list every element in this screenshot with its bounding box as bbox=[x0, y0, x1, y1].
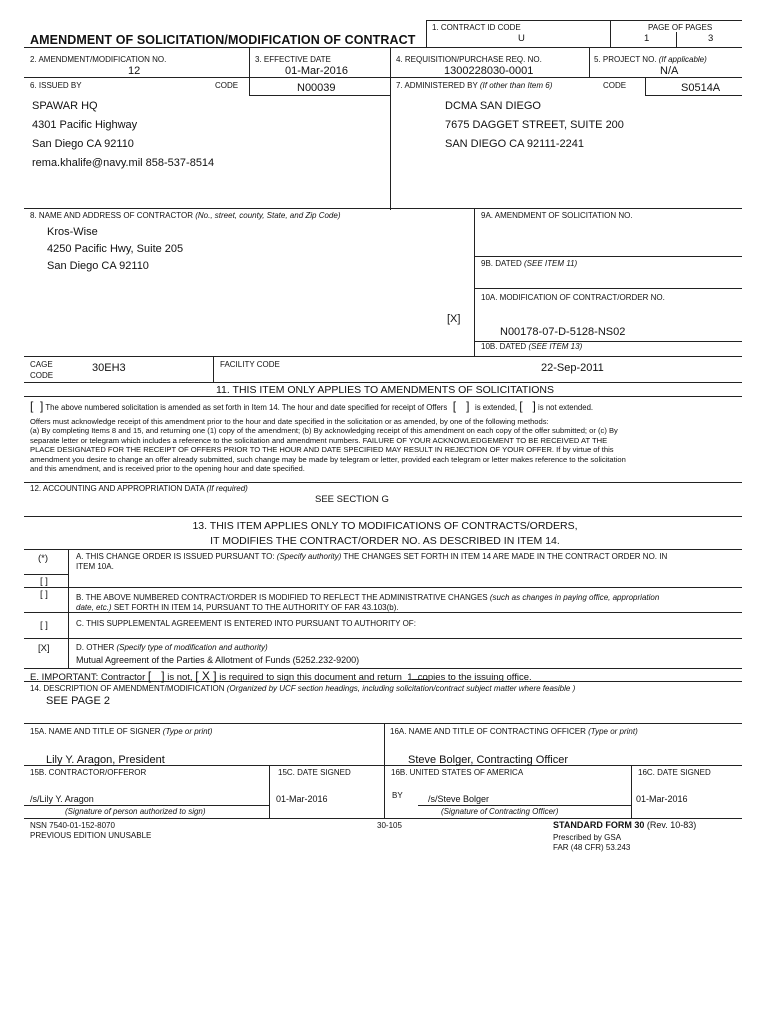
item13-row-a bbox=[76, 552, 667, 561]
administered-by-label-text: 7. ADMINISTERED BY bbox=[396, 81, 478, 90]
item11-body bbox=[30, 417, 742, 473]
date-signed-15c-value: 01-Mar-2016 bbox=[276, 794, 328, 804]
item13-row-a-text-b: THE CHANGES SET FORTH IN ITEM 14 ARE MADE IN THE CONTRACT ORDER NO. IN bbox=[343, 552, 668, 561]
contractor-signature-note-text: (Signature of person authorized to sign) bbox=[65, 807, 206, 816]
requisition-value: 1300228030-0001 bbox=[444, 65, 534, 77]
project-no-label-note: (If applicable) bbox=[658, 55, 707, 64]
contractor-label-text: 8. NAME AND ADDRESS OF CONTRACTOR bbox=[30, 211, 193, 220]
description-label-text: 14. DESCRIPTION OF AMENDMENT/MODIFICATION bbox=[30, 684, 225, 693]
footer-far: FAR (48 CFR) 53.243 bbox=[553, 843, 631, 852]
contractor-line-3: San Diego CA 92110 bbox=[47, 260, 149, 272]
item11-body-line: and this amendment, and is received prior to the opening hour and date specified. bbox=[30, 464, 305, 474]
officer-signature-note bbox=[441, 807, 558, 816]
item13-row-a-cont: ITEM 10A. bbox=[76, 562, 114, 571]
contractor-line-2: 4250 Pacific Hwy, Suite 205 bbox=[47, 243, 184, 255]
accounting-label-text: 12. ACCOUNTING AND APPROPRIATION DATA bbox=[30, 484, 205, 493]
contractor-label bbox=[30, 211, 341, 220]
item13-row-a-text: A. THIS CHANGE ORDER IS ISSUED PURSUANT TO: bbox=[76, 552, 275, 561]
item11-heading: 11. THIS ITEM ONLY APPLIES TO AMENDMENTS OF SOLICITATIONS bbox=[215, 384, 555, 396]
item11-check-open: [ ] bbox=[30, 399, 44, 413]
date-signed-16c-label: 16C. DATE SIGNED bbox=[638, 768, 711, 777]
item-e-line bbox=[30, 669, 532, 683]
item13-row-b bbox=[76, 593, 659, 602]
dated-10b-label bbox=[481, 342, 582, 351]
item11-offers-check: [ ] bbox=[449, 399, 473, 413]
cage-value: 30EH3 bbox=[92, 362, 126, 374]
item-e-prefix: E. IMPORTANT: Contractor bbox=[30, 672, 146, 683]
issued-by-code: N00039 bbox=[297, 82, 336, 94]
page-total: 3 bbox=[708, 33, 714, 44]
description-label bbox=[30, 684, 575, 693]
item-e-copies: 1 bbox=[407, 672, 413, 683]
signer-label-note: (Type or print) bbox=[162, 727, 213, 736]
signer-label bbox=[30, 727, 212, 736]
dated-10b-value: 22-Sep-2011 bbox=[541, 362, 604, 374]
effective-date-label: 3. EFFECTIVE DATE bbox=[255, 55, 331, 64]
modification-check: [X] bbox=[447, 313, 461, 325]
issued-by-line-4: rema.khalife@navy.mil 858-537-8514 bbox=[32, 157, 215, 169]
item11-extended: is extended, bbox=[474, 403, 518, 412]
facility-code-label: FACILITY CODE bbox=[220, 360, 280, 369]
issued-by-line-2: 4301 Pacific Highway bbox=[32, 119, 138, 131]
usa-label: 16B. UNITED STATES OF AMERICA bbox=[391, 768, 524, 777]
effective-date-value: 01-Mar-2016 bbox=[285, 65, 348, 77]
contracting-officer-label bbox=[390, 727, 638, 736]
item13-row-d-note: (Specify type of modification and authority) bbox=[116, 643, 268, 652]
contracting-officer-name: Steve Bolger, Contracting Officer bbox=[408, 754, 568, 766]
officer-signature-note-text: (Signature of Contracting Officer) bbox=[441, 807, 559, 816]
date-signed-15c-label: 15C. DATE SIGNED bbox=[278, 768, 351, 777]
project-no-label bbox=[594, 55, 707, 64]
by-label: BY bbox=[392, 791, 403, 800]
date-signed-16c-value: 01-Mar-2016 bbox=[636, 794, 688, 804]
modification-contract-value: N00178-07-D-5128-NS02 bbox=[500, 326, 626, 338]
item13-row-c: C. THIS SUPPLEMENTAL AGREEMENT IS ENTERED INTO PURSUANT TO AUTHORITY OF: bbox=[76, 619, 416, 628]
footer-gsa: Prescribed by GSA bbox=[553, 833, 622, 842]
pages-label: PAGE OF PAGES bbox=[648, 23, 713, 32]
dated-10b-label-text: 10B. DATED bbox=[481, 342, 527, 351]
item-e-is-not: is not, bbox=[167, 672, 193, 683]
item11-not-extended: is not extended. bbox=[538, 403, 594, 412]
amendment-no-value: 12 bbox=[128, 65, 141, 77]
dated-9b-label-note: (SEE ITEM 11) bbox=[523, 259, 578, 268]
dated-9b-label bbox=[481, 259, 577, 268]
item-e-check-value: X bbox=[201, 669, 210, 683]
cage-label-line2: CODE bbox=[30, 371, 54, 380]
item13-mark-c: [ ] bbox=[40, 620, 48, 631]
contracting-officer-label-text: 16A. NAME AND TITLE OF CONTRACTING OFFICER bbox=[390, 727, 586, 736]
dated-9b-label-text: 9B. DATED bbox=[481, 259, 522, 268]
item11-body-line: PLACE DESIGNATED FOR THE RECEIPT OF OFFERS PRIOR TO THE HOUR AND DATE SPECIFIED MAY RESULT IN REJECTION OF YOUR OFFER. If by virtue of this bbox=[30, 445, 614, 455]
item13-row-b-text-b: SET FORTH IN ITEM 14, PURSUANT TO THE AUTHORITY OF FAR 43.103(b). bbox=[113, 603, 399, 612]
administered-by-line-1: DCMA SAN DIEGO bbox=[445, 100, 541, 112]
accounting-label bbox=[30, 484, 248, 493]
footer-nsn: NSN 7540-01-152-8070 bbox=[30, 821, 115, 830]
accounting-value: SEE SECTION G bbox=[315, 494, 389, 505]
cage-label-line1: CAGE bbox=[30, 360, 53, 369]
footer-num: 30-105 bbox=[377, 821, 402, 830]
item13-mark-a: (*) bbox=[38, 553, 49, 564]
amendment-no-label: 2. AMENDMENT/MODIFICATION NO. bbox=[30, 55, 167, 64]
officer-signature: /s/Steve Bolger bbox=[428, 794, 490, 804]
form-title: AMENDMENT OF SOLICITATION/MODIFICATION OF CONTRACT bbox=[30, 33, 416, 47]
item13-heading-2: IT MODIFIES THE CONTRACT/ORDER NO. AS DESCRIBED IN ITEM 14. bbox=[210, 535, 560, 547]
item13-row-b-text: B. THE ABOVE NUMBERED CONTRACT/ORDER IS MODIFIED TO REFLECT THE ADMINISTRATIVE CHANGES bbox=[76, 593, 488, 602]
description-label-note: (Organized by UCF section headings, including solicitation/contract subject matter where feasible ) bbox=[226, 684, 576, 693]
item-e-check-2: [ X ] bbox=[195, 669, 217, 683]
administered-by-line-2: 7675 DAGGET STREET, SUITE 200 bbox=[445, 119, 624, 131]
accounting-label-note: (If required) bbox=[206, 484, 248, 493]
issued-by-line-3: San Diego CA 92110 bbox=[32, 138, 134, 150]
issued-by-line-1: SPAWAR HQ bbox=[32, 100, 98, 112]
item13-row-d-text: D. OTHER bbox=[76, 643, 115, 652]
item11-body-line: (a) By completing Items 8 and 15, and returning one (1) copy of the amendment; (b) By acknowledging receipt of this amendment on each copy of the offer submitted; or (c) By bbox=[30, 426, 618, 436]
contractor-offeror-label: 15B. CONTRACTOR/OFFEROR bbox=[30, 768, 147, 777]
project-no-label-text: 5. PROJECT NO. bbox=[594, 55, 657, 64]
item13-heading-1: 13. THIS ITEM APPLIES ONLY TO MODIFICATIONS OF CONTRACTS/ORDERS, bbox=[192, 520, 578, 532]
item-e-mid: is required to sign this document and return bbox=[219, 672, 402, 683]
description-value: SEE PAGE 2 bbox=[46, 695, 110, 707]
item13-mark-b: [ ] bbox=[40, 589, 48, 600]
administered-by-label bbox=[396, 81, 552, 90]
item13-row-b-cont bbox=[76, 603, 399, 612]
item-e-suffix: copies to the issuing office. bbox=[417, 672, 532, 683]
signer-name: Lily Y. Aragon, President bbox=[46, 754, 165, 766]
modification-contract-label: 10A. MODIFICATION OF CONTRACT/ORDER NO. bbox=[481, 293, 665, 302]
contractor-line-1: Kros-Wise bbox=[47, 226, 98, 238]
contractor-label-note: (No., street, county, State, and Zip Code) bbox=[195, 211, 341, 220]
issued-by-code-label: CODE bbox=[215, 81, 239, 90]
footer-sf-rev: (Rev. 10-83) bbox=[646, 820, 697, 830]
item11-body-line: Offers must acknowledge receipt of this amendment prior to the hour and date specified in the solicitation or as amended, by one of the following methods: bbox=[30, 417, 549, 426]
item11-body-line: amendment you desire to change an offer already submitted, such change may be made by telegram or letter, provided each telegram or letter makes reference to the solicitation bbox=[30, 454, 626, 464]
item13-mark-d: [X] bbox=[38, 643, 50, 654]
administered-by-label-note: (If other than Item 6) bbox=[479, 81, 553, 90]
amendment-solicitation-label: 9A. AMENDMENT OF SOLICITATION NO. bbox=[481, 211, 633, 220]
administered-by-code-label: CODE bbox=[603, 81, 627, 90]
administered-by-line-3: SAN DIEGO CA 92111-2241 bbox=[445, 138, 584, 150]
dated-10b-label-note: (SEE ITEM 13) bbox=[528, 342, 583, 351]
issued-by-label: 6. ISSUED BY bbox=[30, 81, 82, 90]
item11-line1 bbox=[30, 399, 594, 413]
contract-id-label: 1. CONTRACT ID CODE bbox=[432, 23, 521, 32]
item13-row-d-authority: Mutual Agreement of the Parties & Allotment of Funds (5252.232-9200) bbox=[76, 655, 360, 665]
item11-body-line: separate letter or telegram which includes a reference to the solicitation and amendment numbers. FAILURE OF YOUR ACKNOWLEDGEMENT TO BE RECEIVED AT THE bbox=[30, 435, 608, 445]
footer-prev: PREVIOUS EDITION UNUSABLE bbox=[30, 831, 152, 840]
contracting-officer-label-note: (Type or print) bbox=[588, 727, 638, 736]
item13-row-b-note: (such as changes in paying office, appropriation bbox=[489, 593, 660, 602]
item13-row-b-note2: date, etc.) bbox=[76, 603, 112, 612]
contract-id-value: U bbox=[518, 33, 525, 44]
page-number: 1 bbox=[644, 33, 650, 44]
item13-row-d bbox=[76, 643, 268, 652]
footer-sf-title: STANDARD FORM 30 bbox=[553, 820, 645, 830]
signer-label-text: 15A. NAME AND TITLE OF SIGNER bbox=[30, 727, 161, 736]
contractor-signature: /s/Lily Y. Aragon bbox=[30, 794, 94, 804]
item11-extended-check: [ ] bbox=[519, 399, 536, 413]
project-no-value: N/A bbox=[660, 65, 679, 77]
item13-mark-blank: [ ] bbox=[40, 576, 48, 587]
item13-row-a-note: (Specify authority) bbox=[276, 552, 342, 561]
item-e-check-1: [ ] bbox=[147, 669, 165, 683]
item11-line1-text: The above numbered solicitation is amended as set forth in Item 14. The hour and date specified for receipt of Offers bbox=[45, 403, 448, 412]
contractor-signature-note bbox=[65, 807, 206, 816]
administered-by-code: S0514A bbox=[681, 82, 721, 94]
requisition-label: 4. REQUISITION/PURCHASE REQ. NO. bbox=[396, 55, 542, 64]
footer-sf bbox=[553, 820, 696, 830]
